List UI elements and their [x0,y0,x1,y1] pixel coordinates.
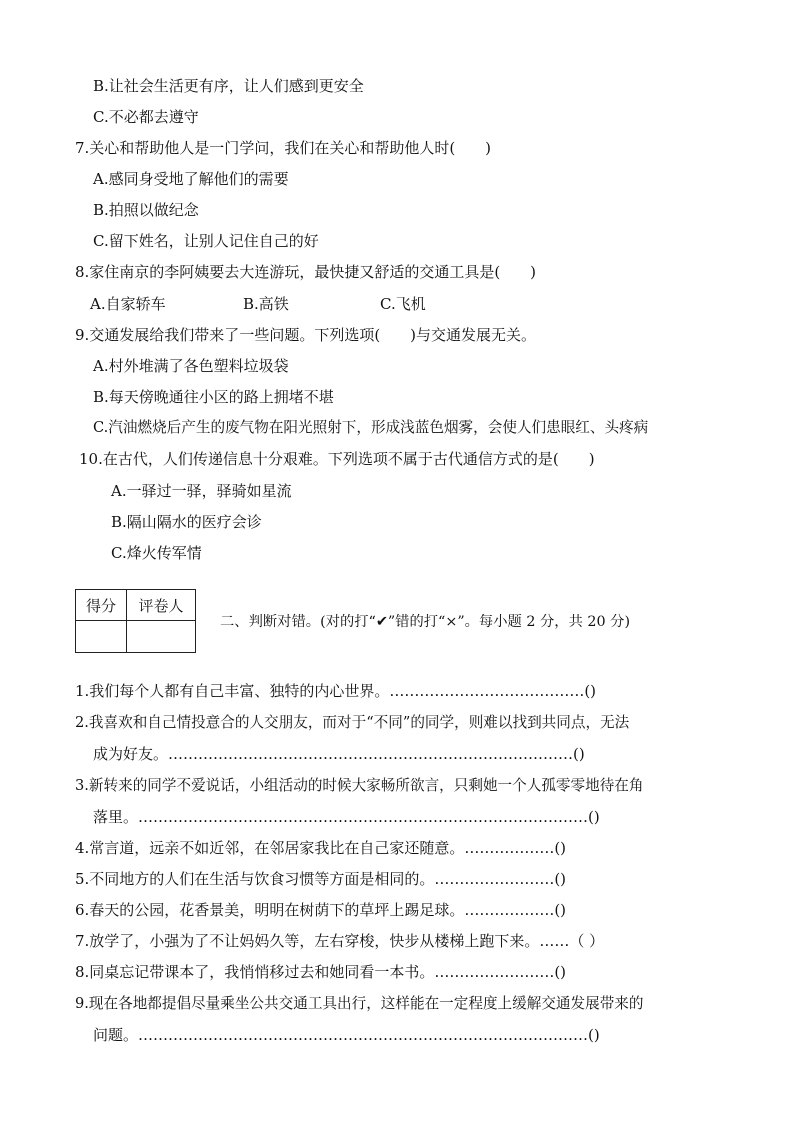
q8-option-c: C.飞机 [380,295,426,313]
grader-cell[interactable] [127,621,196,653]
tf-line-2b: 成为好友。………………………………………………………………………() [93,745,585,763]
q10-option-c: C.烽火传军情 [111,544,202,562]
tf-line-3a: 3.新转来的同学不爱说话，小组活动的时候大家畅所欲言，只剩她一个人孤零零地待在角 [75,777,644,794]
score-header: 得分 [76,590,127,621]
q7-option-a: A.感同身受地了解他们的需要 [93,170,289,188]
q10-stem: 10.在古代，人们传递信息十分艰难。下列选项不属于古代通信方式的是( ) [79,450,595,468]
tf-line-9a: 9.现在各地都提倡尽量乘坐公共交通工具出行，这样能在一定程度上缓解交通发展带来的 [75,995,644,1012]
q9-option-b: B.每天傍晚通往小区的路上拥堵不堪 [93,388,334,406]
q10-option-b: B.隔山隔水的医疗会诊 [111,513,262,531]
grader-header: 评卷人 [127,590,196,621]
q7-option-c: C.留下姓名，让别人记住自己的好 [93,232,319,250]
q7-option-b: B.拍照以做纪念 [93,201,199,219]
score-box [75,589,196,653]
tf-line-4: 4.常言道，远亲不如近邻，在邻居家我比在自己家还随意。………………() [75,839,567,857]
q6-option-b: B.让社会生活更有序，让人们感到更安全 [93,77,364,95]
tf-line-8: 8.同桌忘记带课本了，我悄悄移过去和她同看一本书。……………………() [75,963,567,981]
q10-option-a: A.一驿过一驿，驿骑如星流 [111,482,292,500]
q9-option-c: C.汽油燃烧后产生的废气物在阳光照射下，形成浅蓝色烟雾，会使人们患眼红、头疼病 [93,419,649,436]
q9-option-a: A.村外堆满了各色塑料垃圾袋 [93,357,289,375]
section-heading: 二、判断对错。(对的打“✔”错的打“×”。每小题 2 分，共 20 分) [220,614,631,630]
tf-line-9b: 问题。………………………………………………………………………………() [93,1026,600,1044]
tf-line-5: 5.不同地方的人们在生活与饮食习惯等方面是相同的。……………………() [75,870,567,888]
tf-line-3b: 落里。………………………………………………………………………………() [93,808,600,826]
q8-option-b: B.高铁 [243,295,289,313]
q7-stem: 7.关心和帮助他人是一门学问，我们在关心和帮助他人时( ) [75,139,492,157]
q8-stem: 8.家住南京的李阿姨要去大连游玩，最快捷又舒适的交通工具是( ) [75,263,537,281]
tf-line-2a: 2.我喜欢和自己情投意合的人交朋友，而对于“不同”的同学，则难以找到共同点，无法 [75,714,630,731]
q6-option-c: C.不必都去遵守 [93,108,199,126]
q9-stem: 9.交通发展给我们带来了一些问题。下列选项( )与交通发展无关。 [75,326,537,344]
tf-line-7: 7.放学了，小强为了不让妈妈久等，左右穿梭，快步从楼梯上跑下来。……（ ） [75,932,605,950]
q8-option-a: A.自家轿车 [90,295,166,313]
tf-line-6: 6.春天的公园，花香景美，明明在树荫下的草坪上踢足球。………………() [75,901,567,919]
tf-line-1: 1.我们每个人都有自己丰富、独特的内心世界。…………………………………() [75,682,597,700]
score-cell[interactable] [76,621,127,653]
